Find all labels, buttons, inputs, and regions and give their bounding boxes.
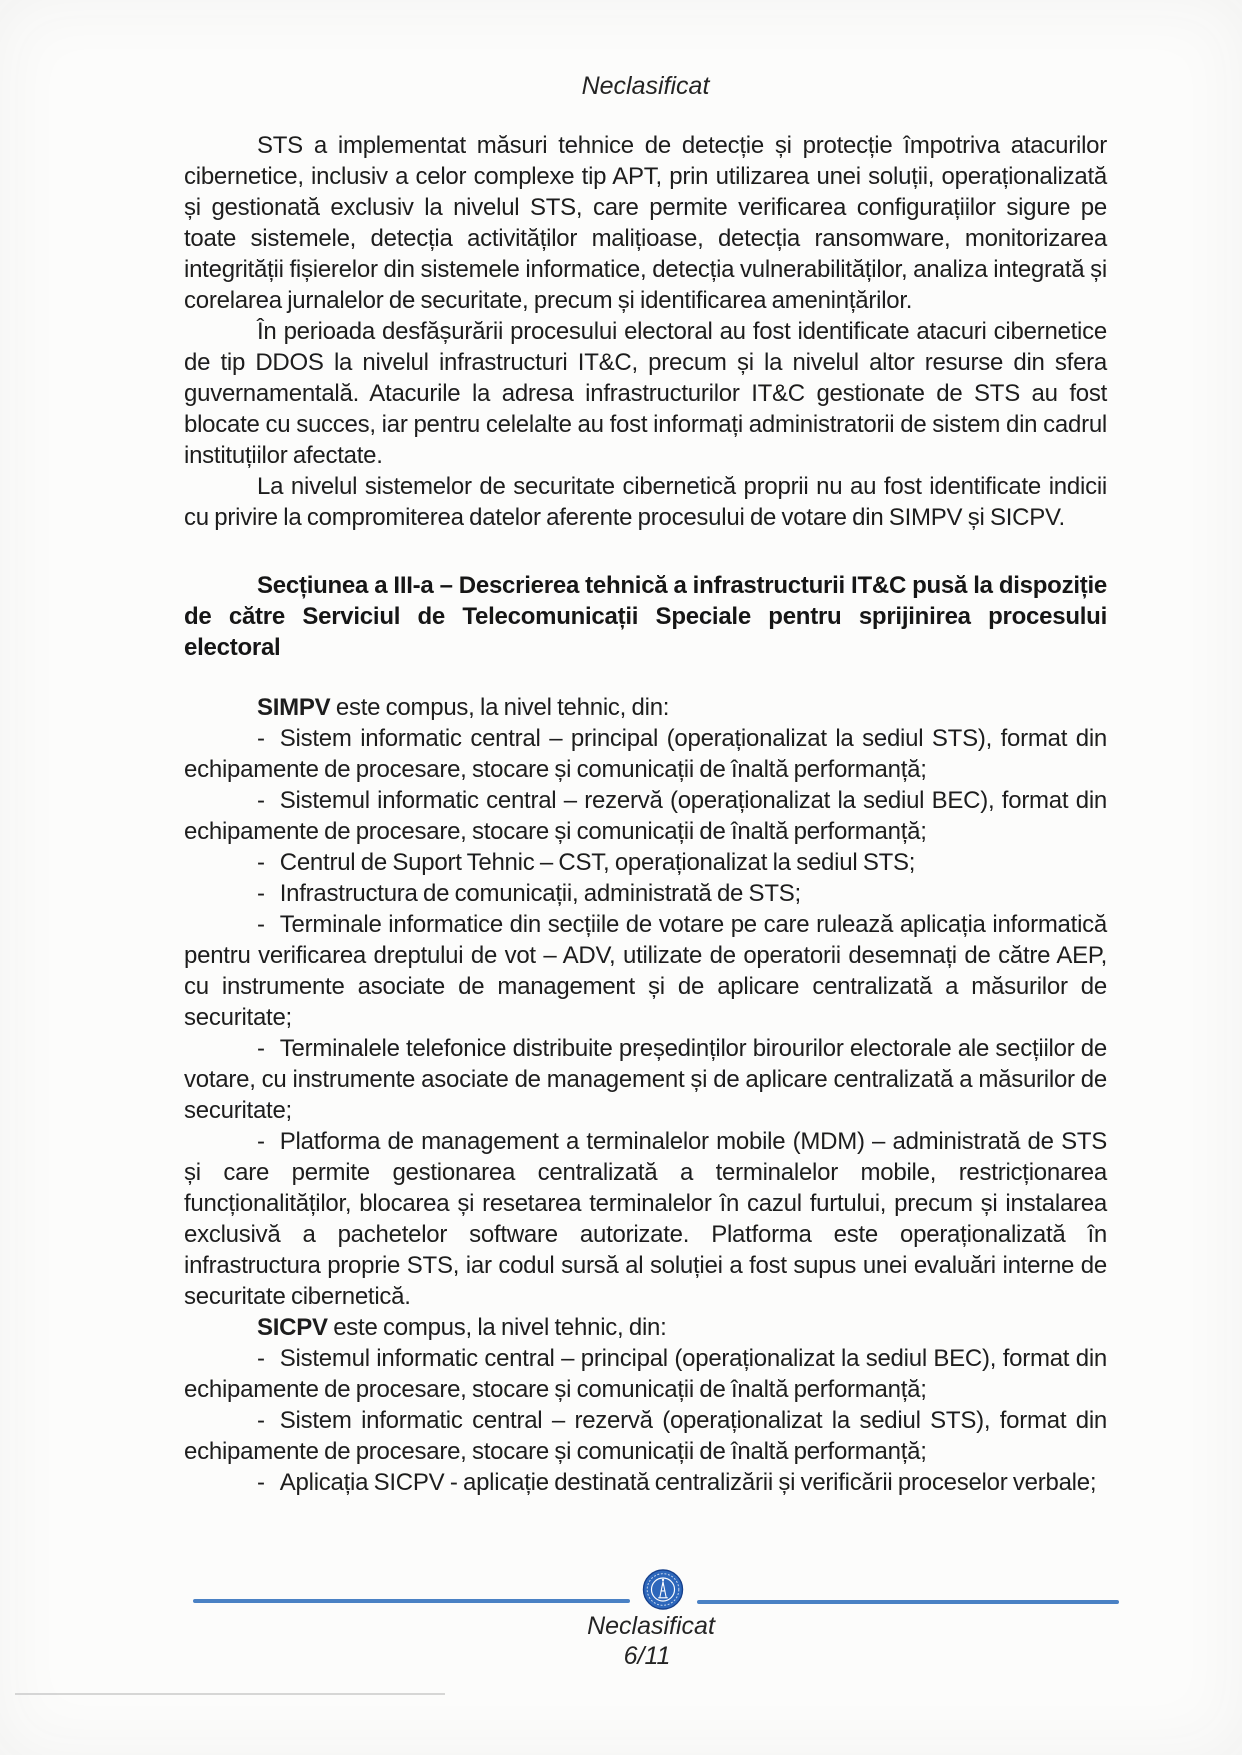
simpv-intro — [184, 692, 1107, 723]
sicpv-intro — [184, 1312, 1107, 1343]
list-item-text: Sistemul informatic central – rezervă (operaționalizat la sediul BEC), format din echipamente de procesare, stocare și comunicații de înaltă performanță; — [184, 787, 1107, 845]
paragraph: La nivelul sistemelor de securitate cibernetică proprii nu au fost identificate indicii cu privire la compromiterea datelor aferente procesului de votare din SIMPV și SICPV. — [184, 473, 1107, 531]
section-heading: Secțiunea a III-a – Descrierea tehnică a infrastructurii IT&C pusă la dispoziție de către Serviciul de Telecomunicații Speciale pentru sprijinirea procesului electoral — [184, 572, 1107, 661]
list-item — [184, 878, 1107, 909]
list-dash: - — [257, 1128, 265, 1155]
list-item-text: Terminalele telefonice distribuite președinților birourilor electorale ale secțiilor de votare, cu instrumente asociate de management și de aplicare centralizată a măsurilor de securitate; — [184, 1035, 1107, 1124]
footer-page-number: 6/11 — [623, 1642, 671, 1670]
list-item — [184, 1405, 1107, 1467]
list-item — [184, 1343, 1107, 1405]
paragraph: STS a implementat măsuri tehnice de detecție și protecție împotriva atacurilor cibernetice, inclusiv a celor complexe tip APT, prin utilizarea unei soluții, operaționalizată și gestionată exclusiv la nivelul STS, care permite verificarea configurațiilor sigure pe toate sistemele, detecția activităților malițioase, detecția ransomware, monitorizarea integrității fișierelor din sistemele informatice, detecția vulnerabilităților, analiza integrată și corelarea jurnalelor de securitate, precum și identificarea amenințărilor. — [184, 132, 1107, 314]
simpv-intro-text: este compus, la nivel tehnic, din: — [330, 694, 670, 721]
sicpv-intro-text: este compus, la nivel tehnic, din: — [327, 1314, 667, 1341]
list-item-text: Sistem informatic central – rezervă (operaționalizat la sediul STS), format din echipamente de procesare, stocare și comunicații de înaltă performanță; — [184, 1407, 1107, 1465]
list-dash: - — [257, 725, 265, 752]
list-item-text: Platforma de management a terminalelor mobile (MDM) – administrată de STS și care permite gestionarea centralizată a terminalelor mobile, restricționarea funcționalităților, blocarea și resetarea terminalelor în cazul furtului, precum și instalarea exclusivă a pachetelor software autorizate. Platforma este operaționalizată în infrastructura proprie STS, iar codul sursă al soluției a fost supus unei evaluări interne de securitate cibernetică. — [184, 1128, 1107, 1310]
list-item — [184, 723, 1107, 785]
list-item-text: Sistem informatic central – principal (operaționalizat la sediul STS), format din echipamente de procesare, stocare și comunicații de înaltă performanță; — [184, 725, 1107, 783]
list-dash: - — [257, 1035, 265, 1062]
list-item — [184, 1467, 1107, 1498]
list-item — [184, 1033, 1107, 1126]
list-dash: - — [257, 880, 265, 907]
list-item-text: Sistemul informatic central – principal (operaționalizat la sediul BEC), format din echipamente de procesare, stocare și comunicații de înaltă performanță; — [184, 1345, 1107, 1403]
list-item-text: Aplicația SICPV - aplicație destinată centralizării și verificării proceselor verbale; — [279, 1469, 1097, 1496]
document-body — [184, 130, 1107, 1498]
footer-classification: Neclasificat — [587, 1612, 715, 1640]
list-item-text: Centrul de Suport Tehnic – CST, operaționalizat la sediul STS; — [279, 849, 916, 876]
simpv-label: SIMPV — [257, 694, 331, 721]
footer-rule-left — [193, 1599, 630, 1603]
sicpv-label: SICPV — [257, 1314, 328, 1341]
list-dash: - — [257, 787, 265, 814]
classification-header: Neclasificat — [581, 72, 710, 100]
sts-emblem-logo — [642, 1569, 684, 1610]
list-item-text: Terminale informatice din secțiile de votare pe care rulează aplicația informatică pentru verificarea dreptului de vot – ADV, utilizate de operatorii desemnați de către AEP, cu instrumente asociate de management și de aplicare centralizată a măsurilor de securitate; — [184, 911, 1107, 1031]
list-item — [184, 785, 1107, 847]
list-dash: - — [257, 911, 265, 938]
list-item — [184, 847, 1107, 878]
list-dash: - — [257, 1345, 265, 1372]
scan-artifact-line — [15, 1693, 445, 1695]
list-dash: - — [257, 849, 265, 876]
footer-rule-right — [697, 1600, 1119, 1604]
list-item — [184, 1126, 1107, 1312]
list-item — [184, 909, 1107, 1033]
paragraph: În perioada desfășurării procesului electoral au fost identificate atacuri cibernetice de tip DDOS la nivelul infrastructuri IT&C, precum și la nivelul altor resurse din sfera guvernamentală. Atacurile la adresa infrastructurilor IT&C gestionate de STS au fost blocate cu succes, iar pentru celelalte au fost informați administratorii de sistem din cadrul instituțiilor afectate. — [184, 318, 1107, 469]
list-item-text: Infrastructura de comunicații, administrată de STS; — [279, 880, 801, 907]
list-dash: - — [257, 1407, 265, 1434]
list-dash: - — [257, 1469, 265, 1496]
